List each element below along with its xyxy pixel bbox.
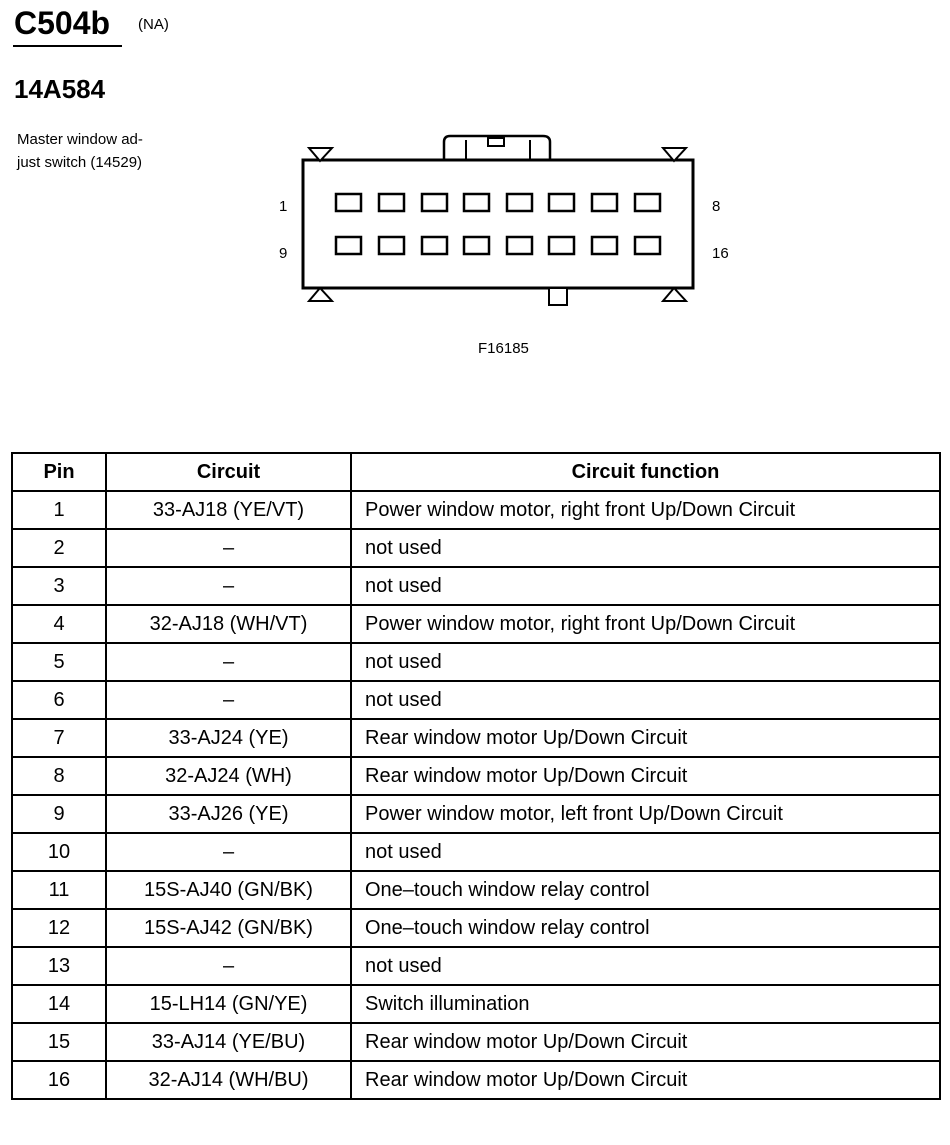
pin-cavity [549, 194, 574, 211]
cell-pin: 1 [12, 491, 106, 529]
pin-cavity [464, 194, 489, 211]
cell-pin: 4 [12, 605, 106, 643]
connector-top-latch [444, 136, 550, 160]
cell-circuit-function: not used [351, 833, 940, 871]
cell-circuit-function: One–touch window relay control [351, 909, 940, 947]
cell-circuit: 32-AJ14 (WH/BU) [106, 1061, 351, 1099]
cell-circuit: 32-AJ18 (WH/VT) [106, 605, 351, 643]
table-row [12, 605, 940, 643]
connector-id: C504b [14, 5, 111, 41]
pin-label-bottom-left: 9 [279, 245, 288, 262]
cell-circuit-function: Power window motor, right front Up/Down Circuit [351, 605, 940, 643]
table-row [12, 1023, 940, 1061]
cell-circuit-function: Rear window motor Up/Down Circuit [351, 757, 940, 795]
pin-cavity [336, 194, 361, 211]
pin-label-top-right: 8 [712, 198, 721, 215]
cell-pin: 12 [12, 909, 106, 947]
cell-circuit: 15S-AJ42 (GN/BK) [106, 909, 351, 947]
cell-pin: 16 [12, 1061, 106, 1099]
table-header-row [12, 453, 940, 491]
pin-cavity [422, 237, 447, 254]
table-row [12, 643, 940, 681]
pin-cavity [379, 194, 404, 211]
cell-circuit-function: not used [351, 947, 940, 985]
connector-face-diagram [0, 0, 950, 420]
table-row [12, 947, 940, 985]
pin-cavity [422, 194, 447, 211]
table-row [12, 1061, 940, 1099]
description-line-1: Master window ad- [17, 131, 143, 148]
table-row [12, 567, 940, 605]
cell-pin: 9 [12, 795, 106, 833]
cell-circuit-function: Rear window motor Up/Down Circuit [351, 1023, 940, 1061]
cell-pin: 6 [12, 681, 106, 719]
cell-circuit: 32-AJ24 (WH) [106, 757, 351, 795]
pin-cavity [635, 237, 660, 254]
pin-cavity [635, 194, 660, 211]
pin-cavity [379, 237, 404, 254]
latch-tab [488, 138, 504, 146]
table-row [12, 529, 940, 567]
cell-circuit-function: not used [351, 529, 940, 567]
cell-circuit: – [106, 529, 351, 567]
cell-pin: 7 [12, 719, 106, 757]
market-code: (NA) [138, 16, 169, 33]
header-circuit-function: Circuit function [351, 453, 940, 491]
header-circuit: Circuit [106, 453, 351, 491]
cell-circuit: – [106, 567, 351, 605]
pin-cavity [336, 237, 361, 254]
cell-pin: 11 [12, 871, 106, 909]
table-row [12, 757, 940, 795]
figure-id: F16185 [478, 340, 529, 357]
cell-pin: 13 [12, 947, 106, 985]
table-row [12, 719, 940, 757]
cell-circuit: 15S-AJ40 (GN/BK) [106, 871, 351, 909]
cell-circuit-function: Switch illumination [351, 985, 940, 1023]
pin-cavity [592, 237, 617, 254]
cell-circuit: – [106, 947, 351, 985]
cell-pin: 5 [12, 643, 106, 681]
cell-circuit: 15-LH14 (GN/YE) [106, 985, 351, 1023]
cell-circuit: 33-AJ18 (YE/VT) [106, 491, 351, 529]
cell-circuit-function: Power window motor, right front Up/Down Circuit [351, 491, 940, 529]
table-row [12, 909, 940, 947]
pin-label-top-left: 1 [279, 198, 288, 215]
cell-circuit: – [106, 681, 351, 719]
table-row [12, 985, 940, 1023]
bottom-right-key [663, 288, 686, 301]
table-row [12, 491, 940, 529]
cell-pin: 15 [12, 1023, 106, 1061]
cell-circuit-function: not used [351, 681, 940, 719]
cell-circuit-function: Rear window motor Up/Down Circuit [351, 719, 940, 757]
pin-cavity [507, 237, 532, 254]
cell-pin: 14 [12, 985, 106, 1023]
connector-body [303, 160, 693, 288]
header-pin: Pin [12, 453, 106, 491]
cell-pin: 10 [12, 833, 106, 871]
table-row [12, 795, 940, 833]
table-row [12, 871, 940, 909]
pin-label-bottom-right: 16 [712, 245, 729, 262]
cell-circuit-function: One–touch window relay control [351, 871, 940, 909]
cell-circuit: 33-AJ14 (YE/BU) [106, 1023, 351, 1061]
cell-circuit: 33-AJ26 (YE) [106, 795, 351, 833]
bottom-left-key [309, 288, 332, 301]
cell-circuit: – [106, 643, 351, 681]
cell-circuit-function: not used [351, 643, 940, 681]
pin-cavity [507, 194, 532, 211]
part-number: 14A584 [14, 74, 106, 104]
cell-circuit-function: not used [351, 567, 940, 605]
cell-circuit-function: Power window motor, left front Up/Down Circuit [351, 795, 940, 833]
cell-pin: 2 [12, 529, 106, 567]
cell-circuit: 33-AJ24 (YE) [106, 719, 351, 757]
table-row [12, 681, 940, 719]
bottom-center-tab [549, 288, 567, 305]
pin-cavity [549, 237, 574, 254]
cell-circuit-function: Rear window motor Up/Down Circuit [351, 1061, 940, 1099]
pin-cavity [592, 194, 617, 211]
cell-pin: 3 [12, 567, 106, 605]
cell-pin: 8 [12, 757, 106, 795]
pin-cavity [464, 237, 489, 254]
cell-circuit: – [106, 833, 351, 871]
description-line-2: just switch (14529) [17, 154, 143, 171]
pinout-table [11, 452, 941, 1100]
table-row [12, 833, 940, 871]
